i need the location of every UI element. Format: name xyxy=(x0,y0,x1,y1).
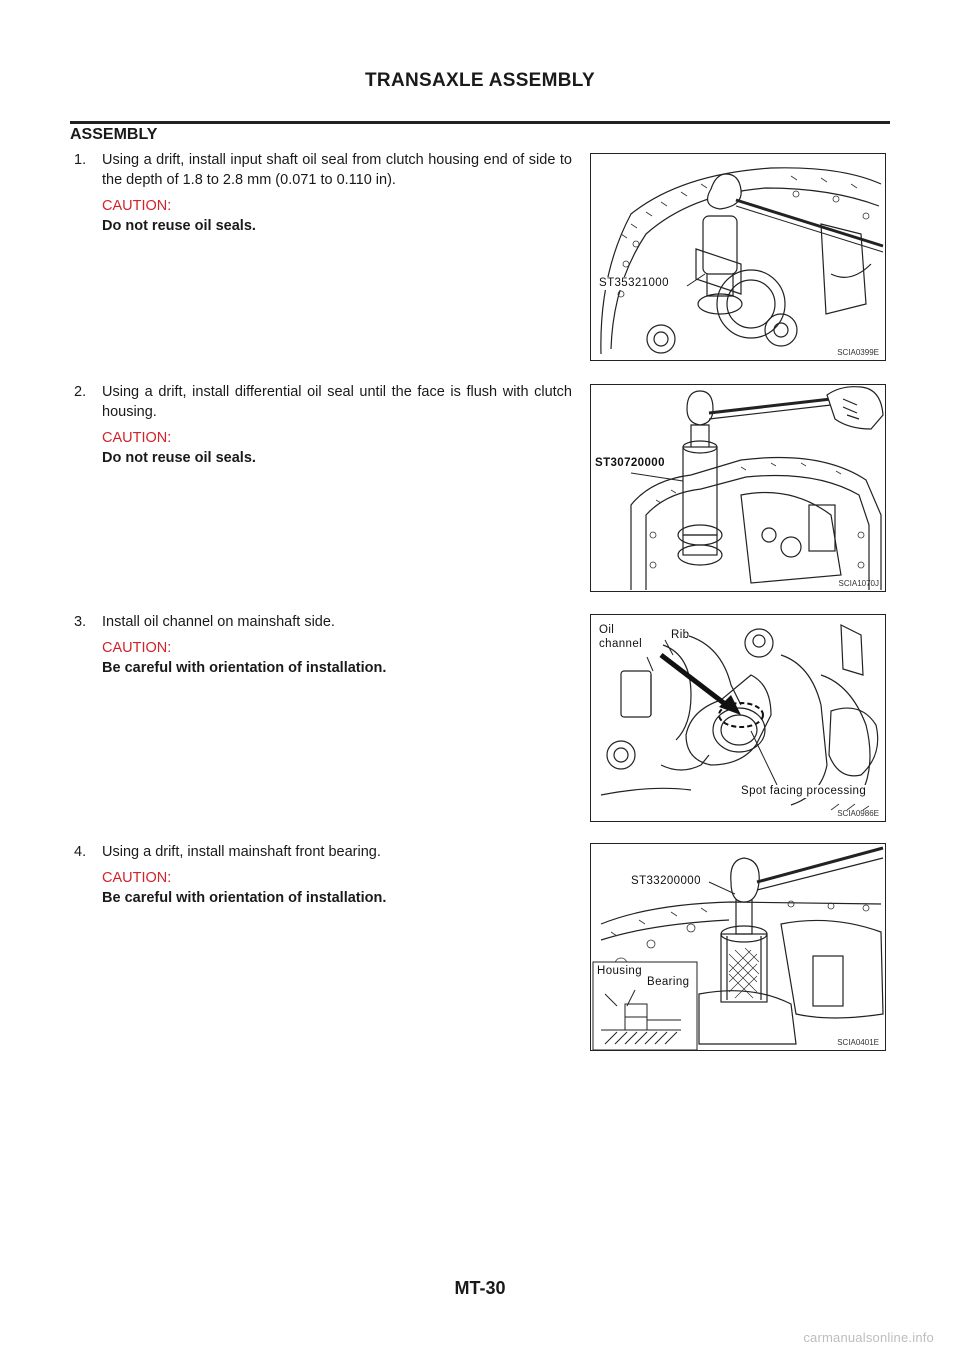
spot-facing-label: Spot facing processing xyxy=(741,785,867,797)
step-text: Using a drift, install differential oil seal until the face is flush with clutch housing. xyxy=(102,384,572,420)
tool-label: ST33200000 xyxy=(631,875,701,887)
figure-mainshaft-bearing xyxy=(590,843,886,1051)
caution-label: CAUTION: xyxy=(102,870,172,886)
caution-label: CAUTION: xyxy=(102,640,172,656)
caution-label: CAUTION: xyxy=(102,198,172,214)
tool-label: ST35321000 xyxy=(599,277,669,289)
section-title: ASSEMBLY xyxy=(70,126,158,143)
figure-differential-seal xyxy=(590,384,886,592)
figure-code: SCIA0986E xyxy=(837,809,879,818)
step-2 xyxy=(74,382,572,468)
oil-label: Oil xyxy=(599,624,615,636)
page-header-title: TRANSAXLE ASSEMBLY xyxy=(365,70,595,91)
figure-input-shaft-seal xyxy=(590,153,886,361)
step-number: 2. xyxy=(74,384,87,400)
tool-label: ST30720000 xyxy=(595,457,665,469)
step-number: 1. xyxy=(74,152,87,168)
watermark: carmanualsonline.info xyxy=(803,1330,934,1345)
caution-text: Do not reuse oil seals. xyxy=(102,450,256,466)
channel-label: channel xyxy=(599,638,643,650)
page-number: MT-30 xyxy=(454,1278,506,1298)
step-3 xyxy=(74,612,572,678)
step-1 xyxy=(74,150,572,236)
figure-1-illustration xyxy=(591,154,886,361)
step-text: Install oil channel on mainshaft side. xyxy=(102,614,335,630)
header-divider xyxy=(70,121,890,124)
step-text: Using a drift, install mainshaft front bearing. xyxy=(102,844,381,860)
step-number: 4. xyxy=(74,844,87,860)
caution-text: Be careful with orientation of installation. xyxy=(102,660,387,676)
caution-text: Be careful with orientation of installation. xyxy=(102,890,387,906)
caution-text: Do not reuse oil seals. xyxy=(102,218,256,234)
figure-code: SCIA0401E xyxy=(837,1038,879,1047)
step-text: Using a drift, install input shaft oil seal from clutch housing end of side to the depth of 1.8 to 2.8 mm (0.071 to 0.110 in). xyxy=(102,152,572,188)
bearing-label: Bearing xyxy=(647,976,690,988)
rib-label: Rib xyxy=(671,629,690,641)
figure-code: SCIA0399E xyxy=(837,348,879,357)
housing-label: Housing xyxy=(597,965,642,977)
figure-code: SCIA1070J xyxy=(838,579,879,588)
figure-2-illustration xyxy=(591,385,886,592)
step-4 xyxy=(74,842,572,908)
step-number: 3. xyxy=(74,614,87,630)
figure-oil-channel xyxy=(590,614,886,822)
caution-label: CAUTION: xyxy=(102,430,172,446)
